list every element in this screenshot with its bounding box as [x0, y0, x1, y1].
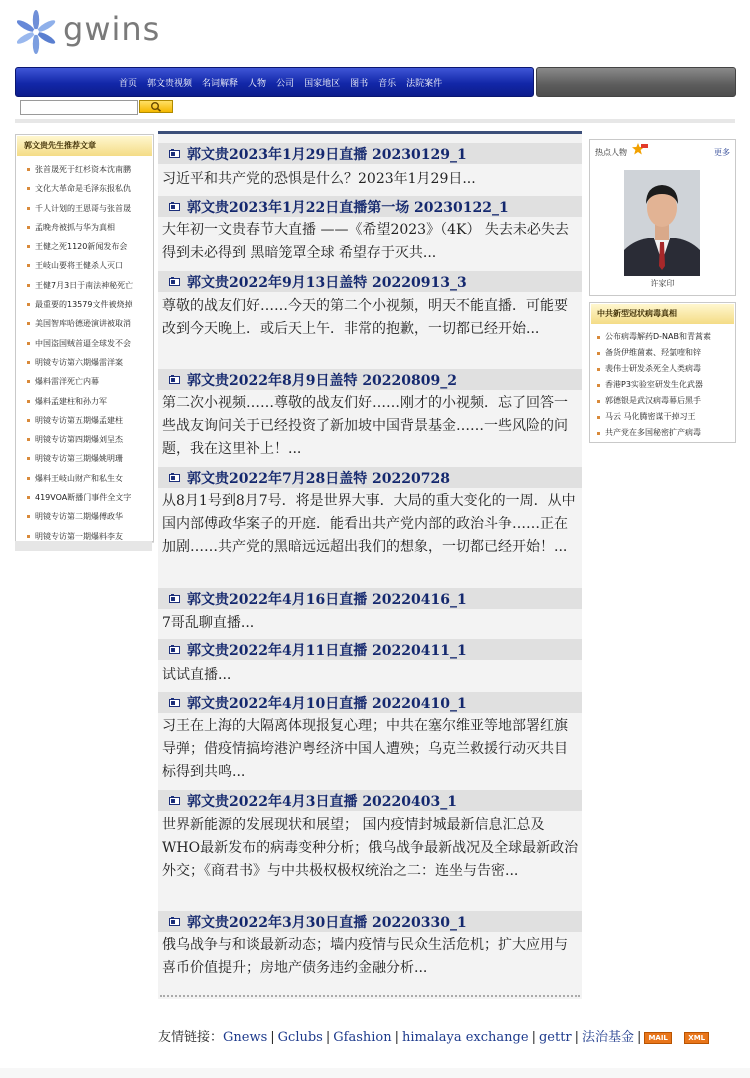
recommended-article-item[interactable]: [16, 392, 153, 411]
bullet-icon: [27, 535, 30, 538]
recommended-article-label[interactable]: 明镜专访第六期爆雷洋案: [35, 357, 123, 367]
recommended-article-item[interactable]: [16, 179, 153, 198]
recommended-article-item[interactable]: [16, 507, 153, 526]
recommended-article-label[interactable]: 419VOA断播门事件全文字: [35, 493, 132, 503]
post-excerpt: 习近平和共产党的恐惧是什么？2023年1月29日...: [162, 171, 476, 187]
bullet-icon: [27, 187, 30, 190]
recommended-article-item[interactable]: [16, 488, 153, 507]
document-icon: [169, 645, 180, 654]
search-input[interactable]: [20, 100, 138, 115]
nav-item-glossary[interactable]: 名词解释: [202, 78, 239, 89]
virus-truth-label[interactable]: 共产党在多国秘密扩产病毒: [605, 428, 701, 437]
post-title-bar: [158, 369, 582, 390]
recommended-article-item[interactable]: [16, 295, 153, 314]
recommended-article-item[interactable]: [16, 411, 153, 430]
virus-truth-label[interactable]: 公布病毒解药D-NAB和青蒿素: [605, 332, 711, 341]
friend-link-gfashion[interactable]: Gfashion: [333, 1030, 392, 1045]
post-title-link[interactable]: 郭文贵2023年1月29日直播 20230129_1: [187, 147, 467, 163]
post-title-bar: [158, 271, 582, 292]
virus-truth-label[interactable]: 裴伟士研发杀死全人类病毒: [605, 364, 701, 373]
hot-people-box: [589, 139, 736, 296]
recommended-article-item[interactable]: [16, 353, 153, 372]
person-portrait[interactable]: [624, 170, 700, 276]
post-excerpt: 从8月1号到8月7号．将是世界大事．大局的重大变化的一周．从中国内部傅政华案子的开庭．能看出共产党内部的政治斗争……正在加剧……共产党的黑暗远远超出我们的想象，一切都已经开始！...: [162, 493, 576, 555]
bullet-icon: [27, 380, 30, 383]
post-title-link[interactable]: 郭文贵2022年4月10日直播 20220410_1: [187, 696, 467, 712]
bullet-icon: [597, 432, 600, 435]
post-list: [158, 131, 582, 999]
post-excerpt: 试试直播...: [162, 667, 232, 683]
recommended-article-label[interactable]: 文化大革命是毛泽东报私仇: [35, 184, 131, 194]
bullet-icon: [597, 336, 600, 339]
recommended-articles-title: 郭文贵先生推荐文章: [17, 136, 152, 156]
post-title-bar: [158, 790, 582, 811]
bullet-icon: [27, 342, 30, 345]
recommended-article-item[interactable]: [16, 199, 153, 218]
recommended-article-item[interactable]: [16, 237, 153, 256]
recommended-articles-list: [16, 157, 153, 546]
bullet-icon: [27, 226, 30, 229]
recommended-article-label[interactable]: 千人计划的王恩哥与张首晟: [35, 203, 131, 213]
post-list-bottom-divider: [160, 995, 580, 997]
hot-people-title: 热点人物: [595, 148, 627, 157]
nav-item-home[interactable]: 首页: [119, 78, 138, 89]
virus-truth-item[interactable]: [590, 425, 735, 441]
friend-links: 友情链接：Gnews | Gclubs | Gfashion | himalaya exchange | gettr | 法治基金 | MAIL XML: [158, 1026, 738, 1045]
post-title-bar: [158, 196, 582, 217]
post-title-link[interactable]: 郭文贵2022年4月16日直播 20220416_1: [187, 592, 467, 608]
main-nav: [15, 67, 534, 97]
flower-logo-icon: [17, 10, 59, 54]
post-excerpt: 尊敬的战友们好……今天的第二个小视频，明天不能直播．可能要改到今天晚上．或后天上午．非常的抱歉，一切都已经开始...: [162, 298, 568, 337]
post-excerpt: 7哥乱聊直播...: [162, 615, 255, 631]
mail-badge[interactable]: MAIL: [644, 1032, 671, 1044]
virus-truth-item[interactable]: [590, 345, 735, 361]
recommended-article-label[interactable]: 明镜专访第三期爆姚明珊: [35, 454, 123, 464]
nav-bar-right-panel: [536, 67, 736, 97]
post-title-link[interactable]: 郭文贵2022年3月30日直播 20220330_1: [187, 915, 467, 931]
nav-item-regions[interactable]: 国家地区: [304, 78, 341, 89]
bullet-icon: [27, 457, 30, 460]
post-title-bar: [158, 143, 582, 164]
recommended-article-item[interactable]: [16, 160, 153, 179]
recommended-article-label[interactable]: 王健之死1120新闻发布会: [35, 242, 128, 252]
page-bottom-strip: [0, 1068, 750, 1078]
post-title-link[interactable]: 郭文贵2022年8月9日盖特 20220809_2: [187, 373, 457, 389]
post-title-link[interactable]: 郭文贵2022年4月3日直播 20220403_1: [187, 794, 457, 810]
virus-truth-item[interactable]: [590, 409, 735, 425]
recommended-article-item[interactable]: [16, 449, 153, 468]
bullet-icon: [27, 322, 30, 325]
bullet-icon: [27, 207, 30, 210]
recommended-article-item[interactable]: [16, 334, 153, 353]
virus-truth-label[interactable]: 备货伊维菌素、羟氯喹和锌: [605, 348, 701, 357]
friend-link-gettr[interactable]: gettr: [538, 1030, 572, 1045]
post-title-bar: [158, 639, 582, 660]
recommended-article-label[interactable]: 明镜专访第一期爆料李友: [35, 531, 123, 541]
recommended-article-item[interactable]: [16, 276, 153, 295]
document-icon: [169, 149, 180, 158]
nav-item-videos[interactable]: 郭文贵视频: [147, 78, 193, 89]
virus-truth-label[interactable]: 马云 马化腾密谋干掉习王: [605, 412, 696, 421]
recommended-article-label[interactable]: 王健7月3日于南法神秘死亡: [35, 280, 134, 290]
bullet-icon: [597, 368, 600, 371]
recommended-article-label[interactable]: 明镜专访第四期爆刘呈杰: [35, 435, 123, 445]
post-title-link[interactable]: 郭文贵2022年7月28日盖特 20220728: [187, 471, 450, 487]
search-button[interactable]: [139, 100, 173, 113]
recommended-article-label[interactable]: 孟晚舟被抓与华为真相: [35, 222, 115, 232]
recommended-articles-box: [15, 134, 154, 542]
bullet-icon: [597, 400, 600, 403]
virus-truth-box: [589, 302, 736, 443]
nav-item-people[interactable]: 人物: [248, 78, 267, 89]
recommended-article-label[interactable]: 最重要的13579文件被烧掉: [35, 300, 133, 310]
bullet-icon: [597, 416, 600, 419]
bullet-icon: [27, 400, 30, 403]
recommended-article-label[interactable]: 明镜专访第二期爆傅政华: [35, 512, 123, 522]
virus-truth-list: [590, 325, 735, 441]
virus-truth-label[interactable]: 香港P3实验室研发生化武器: [605, 380, 703, 389]
logo-text: gwins: [63, 10, 161, 48]
friend-link-rule-of-law-fund[interactable]: 法治基金: [582, 1030, 635, 1045]
bullet-icon: [27, 303, 30, 306]
recommended-article-label[interactable]: 王岐山要将王健杀人灭口: [35, 261, 123, 271]
recommended-article-item[interactable]: [16, 430, 153, 449]
bullet-icon: [27, 496, 30, 499]
post-title-link[interactable]: 郭文贵2022年9月13日盖特 20220913_3: [187, 275, 467, 291]
nav-item-companies[interactable]: 公司: [276, 78, 295, 89]
post-title-link[interactable]: 郭文贵2023年1月22日直播第一场 20230122_1: [187, 200, 509, 216]
recommended-article-item[interactable]: [16, 314, 153, 333]
post-title-bar: [158, 588, 582, 609]
sidebar-footer-strip: [15, 541, 152, 551]
post-list-top-border: [158, 131, 582, 134]
xml-badge[interactable]: XML: [684, 1032, 709, 1044]
recommended-article-label[interactable]: 中国盗国贼首逼全球发不会: [35, 338, 131, 348]
nav-item-books[interactable]: 图书: [350, 78, 369, 89]
document-icon: [169, 917, 180, 926]
post-title-bar: [158, 692, 582, 713]
recommended-article-label[interactable]: 张首晟死于红杉资本沈南鹏: [35, 165, 131, 174]
friend-links-label: 友情链接：: [158, 1030, 224, 1045]
post-excerpt: 俄乌战争与和谈最新动态；墙内疫情与民众生活危机；扩大应用与喜币价值提升；房地产债务违约金融分析...: [162, 937, 568, 976]
friend-link-gclubs[interactable]: Gclubs: [277, 1030, 323, 1045]
recommended-article-label[interactable]: 美国智库哈德逊演讲被取消: [35, 319, 131, 329]
bullet-icon: [27, 284, 30, 287]
virus-truth-item[interactable]: [590, 361, 735, 377]
bullet-icon: [597, 352, 600, 355]
recommended-article-item[interactable]: [16, 372, 153, 391]
post-excerpt: 习王在上海的大隔离体现报复心理；中共在塞尔维亚等地部署红旗导弹；借疫情搞垮港沪粤经济中国人遭殃；乌克兰救援行动灭共目标得到共鸣...: [162, 718, 568, 780]
recommended-article-item[interactable]: [16, 256, 153, 275]
recommended-article-label[interactable]: 爆料王岐山财产和私生女: [35, 473, 123, 483]
nav-item-court-cases[interactable]: 法院案件: [406, 78, 443, 89]
header-divider: [15, 119, 735, 123]
document-icon: [169, 594, 180, 603]
post-title-link[interactable]: 郭文贵2022年4月11日直播 20220411_1: [187, 643, 467, 659]
recommended-article-label[interactable]: 爆料雷洋死亡内幕: [35, 377, 99, 387]
virus-truth-item[interactable]: [590, 393, 735, 409]
bullet-icon: [27, 477, 30, 480]
document-icon: [169, 698, 180, 707]
bullet-icon: [27, 515, 30, 518]
nav-item-music[interactable]: 音乐: [378, 78, 397, 89]
bullet-icon: [27, 361, 30, 364]
bullet-icon: [27, 168, 30, 171]
friend-link-himalaya-exchange[interactable]: himalaya exchange: [402, 1030, 529, 1045]
bullet-icon: [27, 264, 30, 267]
document-icon: [169, 202, 180, 211]
recommended-article-label[interactable]: 爆料孟建柱和孙力军: [35, 396, 107, 406]
post-excerpt: 世界新能源的发展现状和展望； 国内疫情封城最新信息汇总及WHO最新发布的病毒变种分析；俄乌战争最新战况及全球最新政治外交；《商君书》与中共极权极权统治之二：连坐与告密...: [162, 817, 579, 879]
bullet-icon: [597, 384, 600, 387]
search-icon: [150, 101, 162, 112]
site-logo[interactable]: [17, 10, 177, 55]
bullet-icon: [27, 438, 30, 441]
virus-truth-item[interactable]: [590, 377, 735, 393]
hot-star-icon: [632, 143, 648, 155]
recommended-article-label[interactable]: 明镜专访第五期爆孟建柱: [35, 415, 123, 425]
friend-link-gnews[interactable]: Gnews: [223, 1030, 268, 1045]
virus-truth-title: 中共新型冠状病毒真相: [591, 304, 734, 324]
bullet-icon: [27, 419, 30, 422]
bullet-icon: [27, 245, 30, 248]
document-icon: [169, 277, 180, 286]
recommended-article-item[interactable]: [16, 218, 153, 237]
virus-truth-label[interactable]: 郭德银是武汉病毒幕后黑手: [605, 396, 701, 405]
virus-truth-item[interactable]: [590, 329, 735, 345]
post-title-bar: [158, 467, 582, 488]
recommended-article-item[interactable]: [16, 469, 153, 488]
post-excerpt: 大年初一文贵春节大直播 ——《希望2023》（4K） 失去未必失去 得到未必得到 黑暗笼罩全球 希望存于灭共...: [162, 222, 569, 261]
document-icon: [169, 473, 180, 482]
document-icon: [169, 375, 180, 384]
document-icon: [169, 796, 180, 805]
person-name[interactable]: 许家印: [650, 279, 675, 288]
post-excerpt: 第二次小视频……尊敬的战友们好……刚才的小视频．忘了回答一些战友询问关于已经投资了新加坡中国背景基金……一些风险的问题，我在这里补上！...: [162, 395, 568, 457]
more-link[interactable]: 更多: [714, 148, 730, 157]
post-title-bar: [158, 911, 582, 932]
